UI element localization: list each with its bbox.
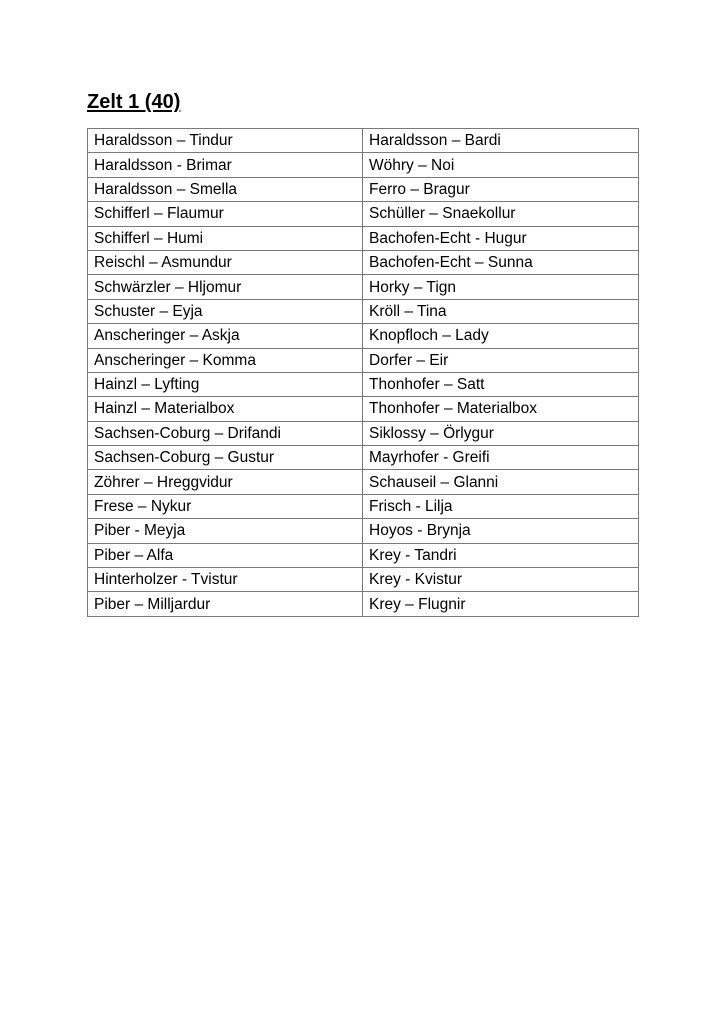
table-cell: Siklossy – Örlygur <box>363 421 639 445</box>
table-cell: Schuster – Eyja <box>88 299 363 323</box>
table-cell: Kröll – Tina <box>363 299 639 323</box>
table-cell: Frisch - Lilja <box>363 494 639 518</box>
table-row <box>88 202 639 226</box>
table-cell: Knopfloch – Lady <box>363 324 639 348</box>
table-row <box>88 568 639 592</box>
table-cell: Bachofen-Echt – Sunna <box>363 250 639 274</box>
table-row <box>88 397 639 421</box>
table-row <box>88 226 639 250</box>
table-row <box>88 250 639 274</box>
table-row <box>88 446 639 470</box>
table-row <box>88 543 639 567</box>
table-cell: Mayrhofer - Greifi <box>363 446 639 470</box>
table-cell: Hoyos - Brynja <box>363 519 639 543</box>
table-cell: Anscheringer – Askja <box>88 324 363 348</box>
table-row <box>88 372 639 396</box>
table-cell: Schüller – Snaekollur <box>363 202 639 226</box>
table-row <box>88 275 639 299</box>
table-cell: Dorfer – Eir <box>363 348 639 372</box>
table-cell: Krey – Flugnir <box>363 592 639 616</box>
table-cell: Sachsen-Coburg – Drifandi <box>88 421 363 445</box>
table-cell: Wöhry – Noi <box>363 153 639 177</box>
table-cell: Horky – Tign <box>363 275 639 299</box>
table-cell: Haraldsson – Smella <box>88 177 363 201</box>
table-row <box>88 299 639 323</box>
table-cell: Thonhofer – Materialbox <box>363 397 639 421</box>
table-cell: Piber - Meyja <box>88 519 363 543</box>
table-cell: Ferro – Bragur <box>363 177 639 201</box>
table-cell: Thonhofer – Satt <box>363 372 639 396</box>
table-cell: Piber – Alfa <box>88 543 363 567</box>
table-cell: Krey - Kvistur <box>363 568 639 592</box>
table-row <box>88 519 639 543</box>
table-cell: Zöhrer – Hreggvidur <box>88 470 363 494</box>
table-cell: Anscheringer – Komma <box>88 348 363 372</box>
table-row <box>88 153 639 177</box>
table-cell: Hainzl – Materialbox <box>88 397 363 421</box>
table-cell: Schauseil – Glanni <box>363 470 639 494</box>
table-cell: Hainzl – Lyfting <box>88 372 363 396</box>
assignment-table <box>87 128 639 617</box>
table-cell: Schwärzler – Hljomur <box>88 275 363 299</box>
page-title: Zelt 1 (40) <box>87 91 181 113</box>
table-cell: Sachsen-Coburg – Gustur <box>88 446 363 470</box>
table-row <box>88 129 639 153</box>
table-row <box>88 421 639 445</box>
table-cell: Haraldsson – Bardi <box>363 129 639 153</box>
table-row <box>88 592 639 616</box>
table-cell: Krey - Tandri <box>363 543 639 567</box>
table-cell: Schifferl – Flaumur <box>88 202 363 226</box>
table-cell: Haraldsson - Brimar <box>88 153 363 177</box>
table-cell: Hinterholzer - Tvistur <box>88 568 363 592</box>
table-cell: Frese – Nykur <box>88 494 363 518</box>
table-row <box>88 470 639 494</box>
table-row <box>88 324 639 348</box>
table-cell: Schifferl – Humi <box>88 226 363 250</box>
table-cell: Reischl – Asmundur <box>88 250 363 274</box>
table-row <box>88 177 639 201</box>
table-row <box>88 348 639 372</box>
table-cell: Bachofen-Echt - Hugur <box>363 226 639 250</box>
table-row <box>88 494 639 518</box>
table-cell: Haraldsson – Tindur <box>88 129 363 153</box>
table-cell: Piber – Milljardur <box>88 592 363 616</box>
